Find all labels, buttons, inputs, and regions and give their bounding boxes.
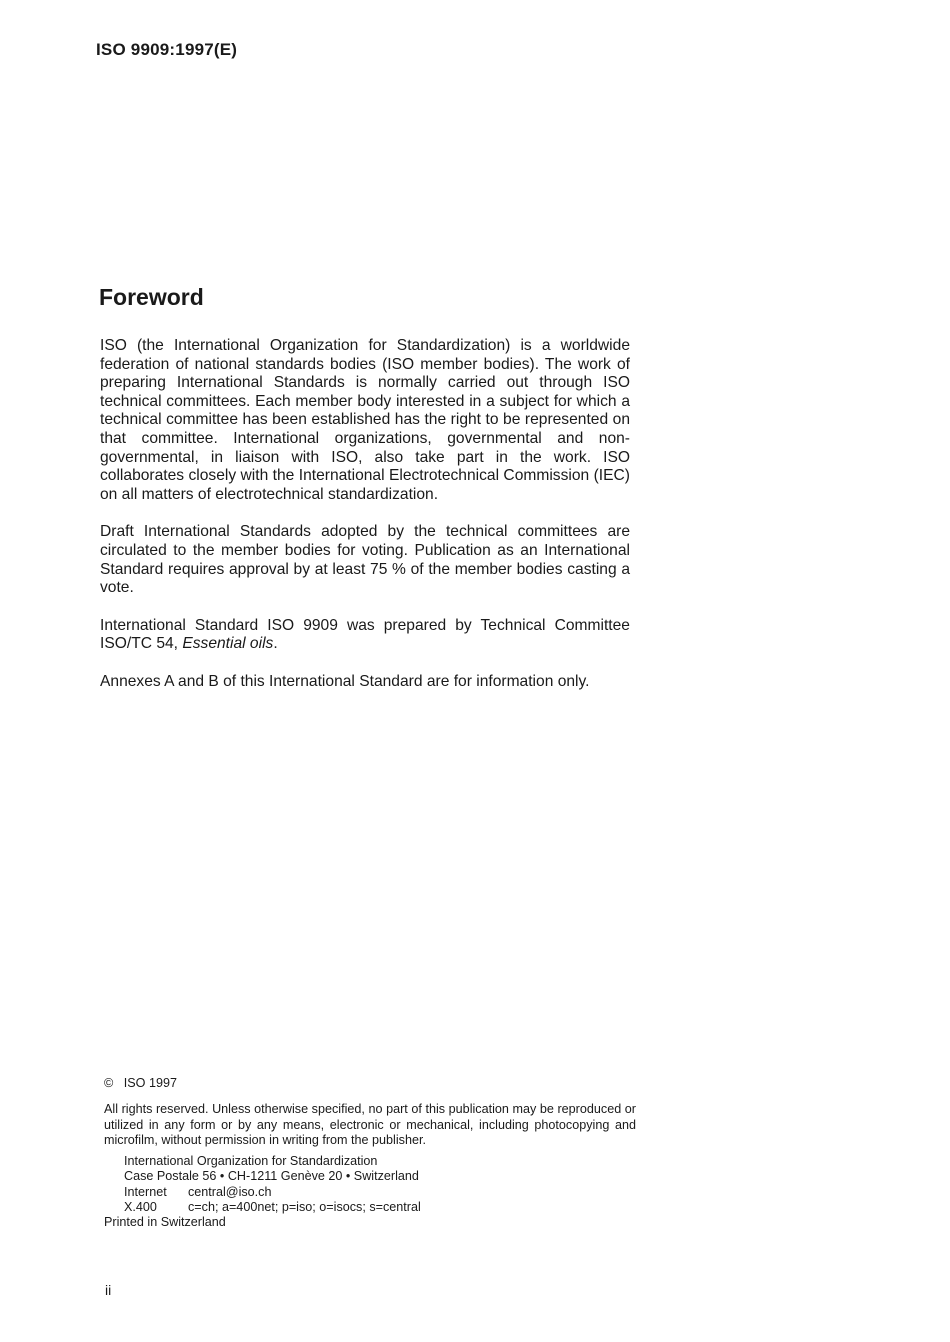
copyright-year: ISO 1997 [123, 1076, 177, 1090]
x400-label: X.400 [124, 1200, 157, 1215]
document-id-header: ISO 9909:1997(E) [96, 40, 238, 59]
page-number: ii [105, 1282, 112, 1298]
internet-row [124, 1185, 636, 1200]
paragraph-draft-standards: Draft International Standards adopted by the technical committees are circulated to the member bodies for voting. Publication as an International Standard requires approval by at least 75 % of the member bodies casting a vote. [100, 523, 630, 597]
copyright-block [104, 1076, 636, 1231]
prepared-by-end: . [273, 635, 278, 653]
paragraph-prepared-by [100, 617, 630, 654]
postal-address: Case Postale 56 • CH-1211 Genève 20 • Switzerland [124, 1169, 419, 1184]
paragraph-annexes: Annexes A and B of this International Standard are for information only. [100, 672, 590, 690]
x400-address: c=ch; a=400net; p=iso; o=isocs; s=central [188, 1200, 421, 1215]
organization-name: International Organization for Standardization [124, 1154, 378, 1169]
page-title: Foreword [99, 284, 204, 310]
prepared-by-text: International Standard ISO 9909 was prepared by Technical Committee ISO/TC 54, [100, 616, 630, 653]
foreword-body [100, 337, 630, 711]
internet-label: Internet [124, 1184, 167, 1199]
committee-name: Essential oils [182, 635, 274, 653]
internet-address: central@iso.ch [188, 1184, 272, 1199]
printed-location: Printed in Switzerland [104, 1215, 226, 1230]
x400-row [124, 1200, 636, 1215]
rights-statement: All rights reserved. Unless otherwise specified, no part of this publication may be reproduced or utilized in any form or by any means, electronic or mechanical, including photocopying and microfilm, without permission in writing from the publisher. [104, 1102, 636, 1147]
copyright-icon: © [104, 1076, 114, 1090]
paragraph-iso-organization: ISO (the International Organization for Standardization) is a worldwide federation of national standards bodies (ISO member bodies). The work of preparing International Standards is normally carried out through ISO technical committees. Each member body interested in a subject for which a technical committee has been established has the right to be represented on that committee. International organizations, governmental and non-governmental, in liaison with ISO, also take part in the work. ISO collaborates closely with the International Electrotechnical Commission (IEC) on all matters of electrotechnical standardization. [100, 337, 630, 503]
copyright-line [104, 1076, 636, 1091]
publisher-address [104, 1154, 636, 1215]
